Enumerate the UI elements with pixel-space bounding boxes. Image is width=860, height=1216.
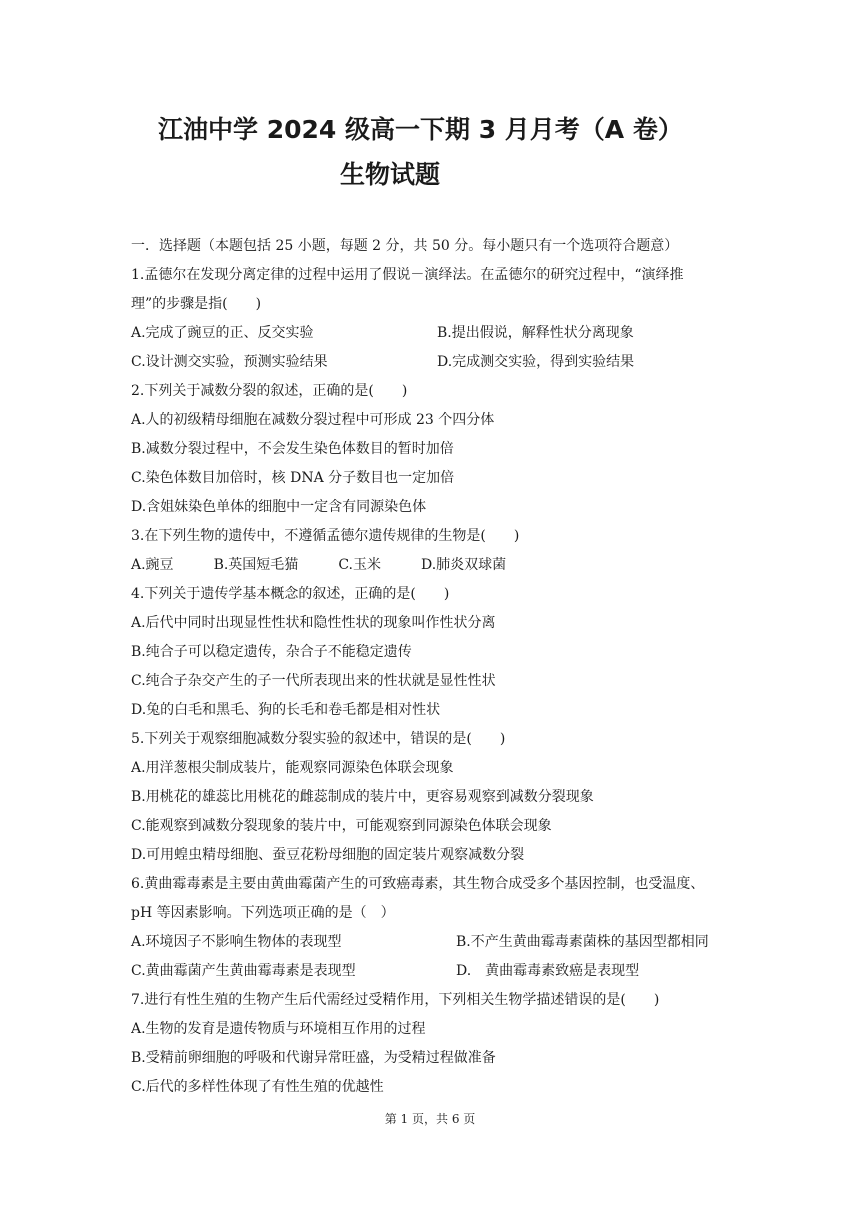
question-4-option-b: B.纯合子可以稳定遗传，杂合子不能稳定遗传 bbox=[131, 644, 412, 660]
question-6-stem-line-2: pH 等因素影响。下列选项正确的是（ ） bbox=[131, 905, 395, 921]
question-6-option-c: C.黄曲霉菌产生黄曲霉毒素是表现型 bbox=[131, 963, 356, 979]
exam-body bbox=[131, 232, 736, 1102]
question-3-stem: 3.在下列生物的遗传中，不遵循孟德尔遗传规律的生物是( ) bbox=[131, 528, 520, 544]
question-5-option-b: B.用桃花的雄蕊比用桃花的雌蕊制成的装片中，更容易观察到减数分裂现象 bbox=[131, 789, 594, 805]
question-3-options-row bbox=[131, 551, 736, 580]
section-heading: 一．选择题（本题包括 25 小题，每题 2 分，共 50 分。每小题只有一个选项符合题意） bbox=[131, 238, 679, 254]
question-4-option-c: C.纯合子杂交产生的子一代所表现出来的性状就是显性性状 bbox=[131, 673, 496, 689]
question-3-option-d: D.肺炎双球菌 bbox=[420, 557, 507, 573]
question-7-option-b: B.受精前卵细胞的呼吸和代谢异常旺盛，为受精过程做准备 bbox=[131, 1050, 496, 1066]
exam-subtitle: 生物试题 bbox=[340, 160, 441, 189]
question-1-option-c: C.设计测交实验，预测实验结果 bbox=[131, 354, 328, 370]
question-6-option-b: B.不产生黄曲霉毒素菌株的基因型都相同 bbox=[456, 934, 709, 950]
question-3-option-c: C.玉米 bbox=[338, 557, 381, 573]
question-5-stem: 5.下列关于观察细胞减数分裂实验的叙述中，错误的是( ) bbox=[131, 731, 506, 747]
question-1-options-row-2 bbox=[131, 348, 736, 377]
exam-title: 江油中学 2024 级高一下期 3 月月考（A 卷） bbox=[158, 115, 683, 144]
question-1-option-b: B.提出假说，解释性状分离现象 bbox=[437, 325, 634, 341]
question-1-option-d: D.完成测交实验，得到实验结果 bbox=[437, 354, 635, 370]
question-1-options-row-1 bbox=[131, 319, 736, 348]
question-5-option-c: C.能观察到减数分裂现象的装片中，可能观察到同源染色体联会现象 bbox=[131, 818, 552, 834]
page-footer: 第 1 页，共 6 页 bbox=[384, 1112, 476, 1126]
question-2-option-a: A.人的初级精母细胞在减数分裂过程中可形成 23 个四分体 bbox=[131, 412, 495, 428]
question-7-option-c: C.后代的多样性体现了有性生殖的优越性 bbox=[131, 1079, 384, 1095]
question-6-options-row-1 bbox=[131, 928, 736, 957]
question-3-option-a: A.豌豆 bbox=[131, 557, 174, 573]
question-4-option-d: D.兔的白毛和黑毛、狗的长毛和卷毛都是相对性状 bbox=[131, 702, 441, 718]
question-7-stem: 7.进行有性生殖的生物产生后代需经过受精作用，下列相关生物学描述错误的是( ) bbox=[131, 992, 660, 1008]
question-2-option-c: C.染色体数目加倍时，核 DNA 分子数目也一定加倍 bbox=[131, 470, 455, 486]
question-2-option-b: B.减数分裂过程中，不会发生染色体数目的暂时加倍 bbox=[131, 441, 454, 457]
question-5-option-a: A.用洋葱根尖制成装片，能观察同源染色体联会现象 bbox=[131, 760, 454, 776]
question-6-option-d: D. 黄曲霉毒素致癌是表现型 bbox=[456, 963, 640, 979]
question-7-option-a: A.生物的发育是遗传物质与环境相互作用的过程 bbox=[131, 1021, 426, 1037]
question-6-options-row-2 bbox=[131, 957, 736, 986]
question-2-stem: 2.下列关于减数分裂的叙述，正确的是( ) bbox=[131, 383, 408, 399]
question-4-option-a: A.后代中同时出现显性性状和隐性性状的现象叫作性状分离 bbox=[131, 615, 496, 631]
question-3-option-b: B.英国短毛猫 bbox=[213, 557, 299, 573]
question-2-option-d: D.含姐妹染色单体的细胞中一定含有同源染色体 bbox=[131, 499, 427, 515]
question-1-option-a: A.完成了豌豆的正、反交实验 bbox=[131, 325, 314, 341]
question-5-option-d: D.可用蝗虫精母细胞、蚕豆花粉母细胞的固定装片观察减数分裂 bbox=[131, 847, 525, 863]
question-6-stem-line-1: 6.黄曲霉毒素是主要由黄曲霉菌产生的可致癌毒素，其生物合成受多个基因控制，也受温度、 bbox=[131, 876, 705, 892]
question-6-option-a: A.环境因子不影响生物体的表现型 bbox=[131, 934, 342, 950]
question-1-stem-line-1: 1.孟德尔在发现分离定律的过程中运用了假说－演绎法。在孟德尔的研究过程中，“演绎推 bbox=[131, 267, 684, 283]
question-1-stem-line-2: 理”的步骤是指( ) bbox=[131, 296, 262, 312]
question-4-stem: 4.下列关于遗传学基本概念的叙述，正确的是( ) bbox=[131, 586, 450, 602]
